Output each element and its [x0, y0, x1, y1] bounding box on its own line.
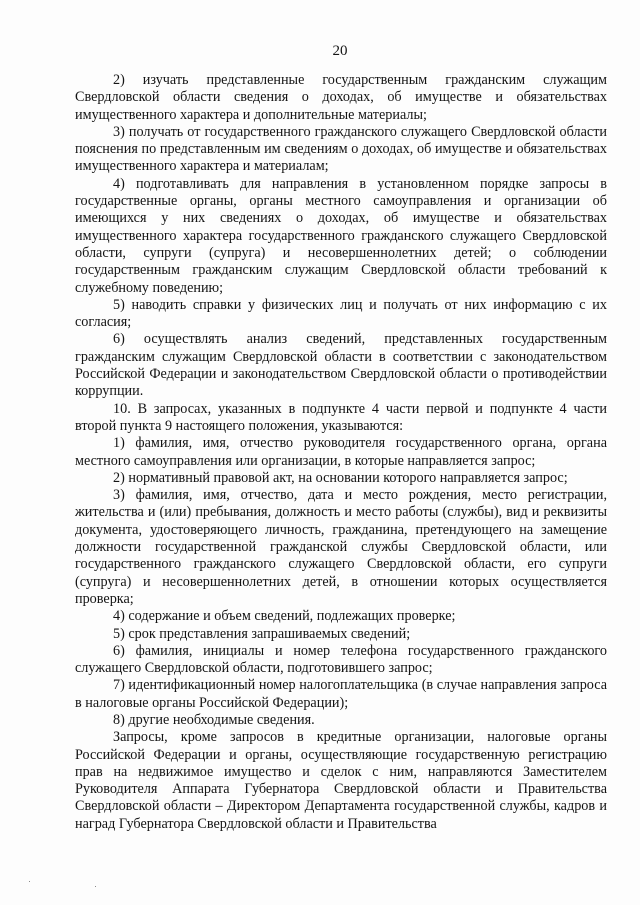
scan-speck [29, 881, 30, 882]
paragraph-item-3: 3) получать от государственного гражданского служащего Свердловской области пояснения по представленным им сведениям о доходах, об имуществе и обязательствах имущественного характера и материалам; [75, 123, 607, 175]
page-number: 20 [332, 43, 348, 59]
paragraph-section-10: 10. В запросах, указанных в подпункте 4 части первой и подпункте 4 части второй пункта 9 настоящего положения, указываются: [75, 400, 607, 434]
document-body [75, 72, 607, 833]
paragraph-item-2: 2) изучать представленные государственным гражданским служащим Свердловской области сведения о доходах, об имуществе и обязательствах имущественного характера и дополнительные материалы; [75, 72, 607, 123]
paragraph-request-item-7: 7) идентификационный номер налогоплательщика (в случае направления запроса в налоговые органы Российской Федерации); [75, 677, 607, 711]
scan-speck [95, 886, 96, 887]
paragraph-request-item-8: 8) другие необходимые сведения. [113, 711, 315, 728]
paragraph-request-item-3: 3) фамилия, имя, отчество, дата и место рождения, место регистрации, жительства и (или) пребывания, должность и место работы (службы), вид и реквизиты документа, удостоверяющего личность, гражданина, претендующего на замещение должности государственной гражданской службы Свердловской области, или государственного гражданского служащего Свердловской области, его супруги (супруга) и несовершеннолетних детей, в отношении которых осуществляется проверка; [75, 487, 607, 607]
paragraph-item-5: 5) наводить справки у физических лиц и получать от них информацию с их согласия; [75, 296, 607, 331]
paragraph-item-6: 6) осуществлять анализ сведений, представленных государственным гражданским служащим Свердловской области в соответствии с законодательством Российской Федерации и законодательством Свердловской области о противодействии коррупции. [75, 331, 607, 400]
paragraph-request-item-5: 5) срок представления запрашиваемых сведений; [113, 625, 411, 642]
paragraph-request-item-1: 1) фамилия, имя, отчество руководителя государственного органа, органа местного самоуправления или организации, в которые направляется запрос; [75, 435, 607, 469]
paragraph-requests-routing: Запросы, кроме запросов в кредитные организации, налоговые органы Российской Федерации и органы, осуществляющие государственную регистрацию прав на недвижимое имущество и сделок с ним, направляются Заместителем Руководителя Аппарата Губернатора Свердловской области и Правительства Свердловской области – Директором Департамента государственной службы, кадров и наград Губернатора Свердловской области и Правительства [75, 729, 607, 832]
paragraph-request-item-6: 6) фамилия, инициалы и номер телефона государственного гражданского служащего Свердловской области, подготовившего запрос; [75, 642, 607, 677]
paragraph-request-item-4: 4) содержание и объем сведений, подлежащих проверке; [113, 608, 456, 625]
paragraph-item-4: 4) подготавливать для направления в установленном порядке запросы в государственные органы, органы местного самоуправления и организации об имеющихся у них сведениях о доходах, об имуществе и обязательствах имущественного характера государственного гражданского служащего Свердловской области, супруги (супруга) и несовершеннолетних детей; о соблюдении государственным гражданским служащим Свердловской области требований к служебному поведению; [75, 175, 607, 296]
paragraph-request-item-2: 2) нормативный правовой акт, на основании которого направляется запрос; [113, 469, 568, 486]
